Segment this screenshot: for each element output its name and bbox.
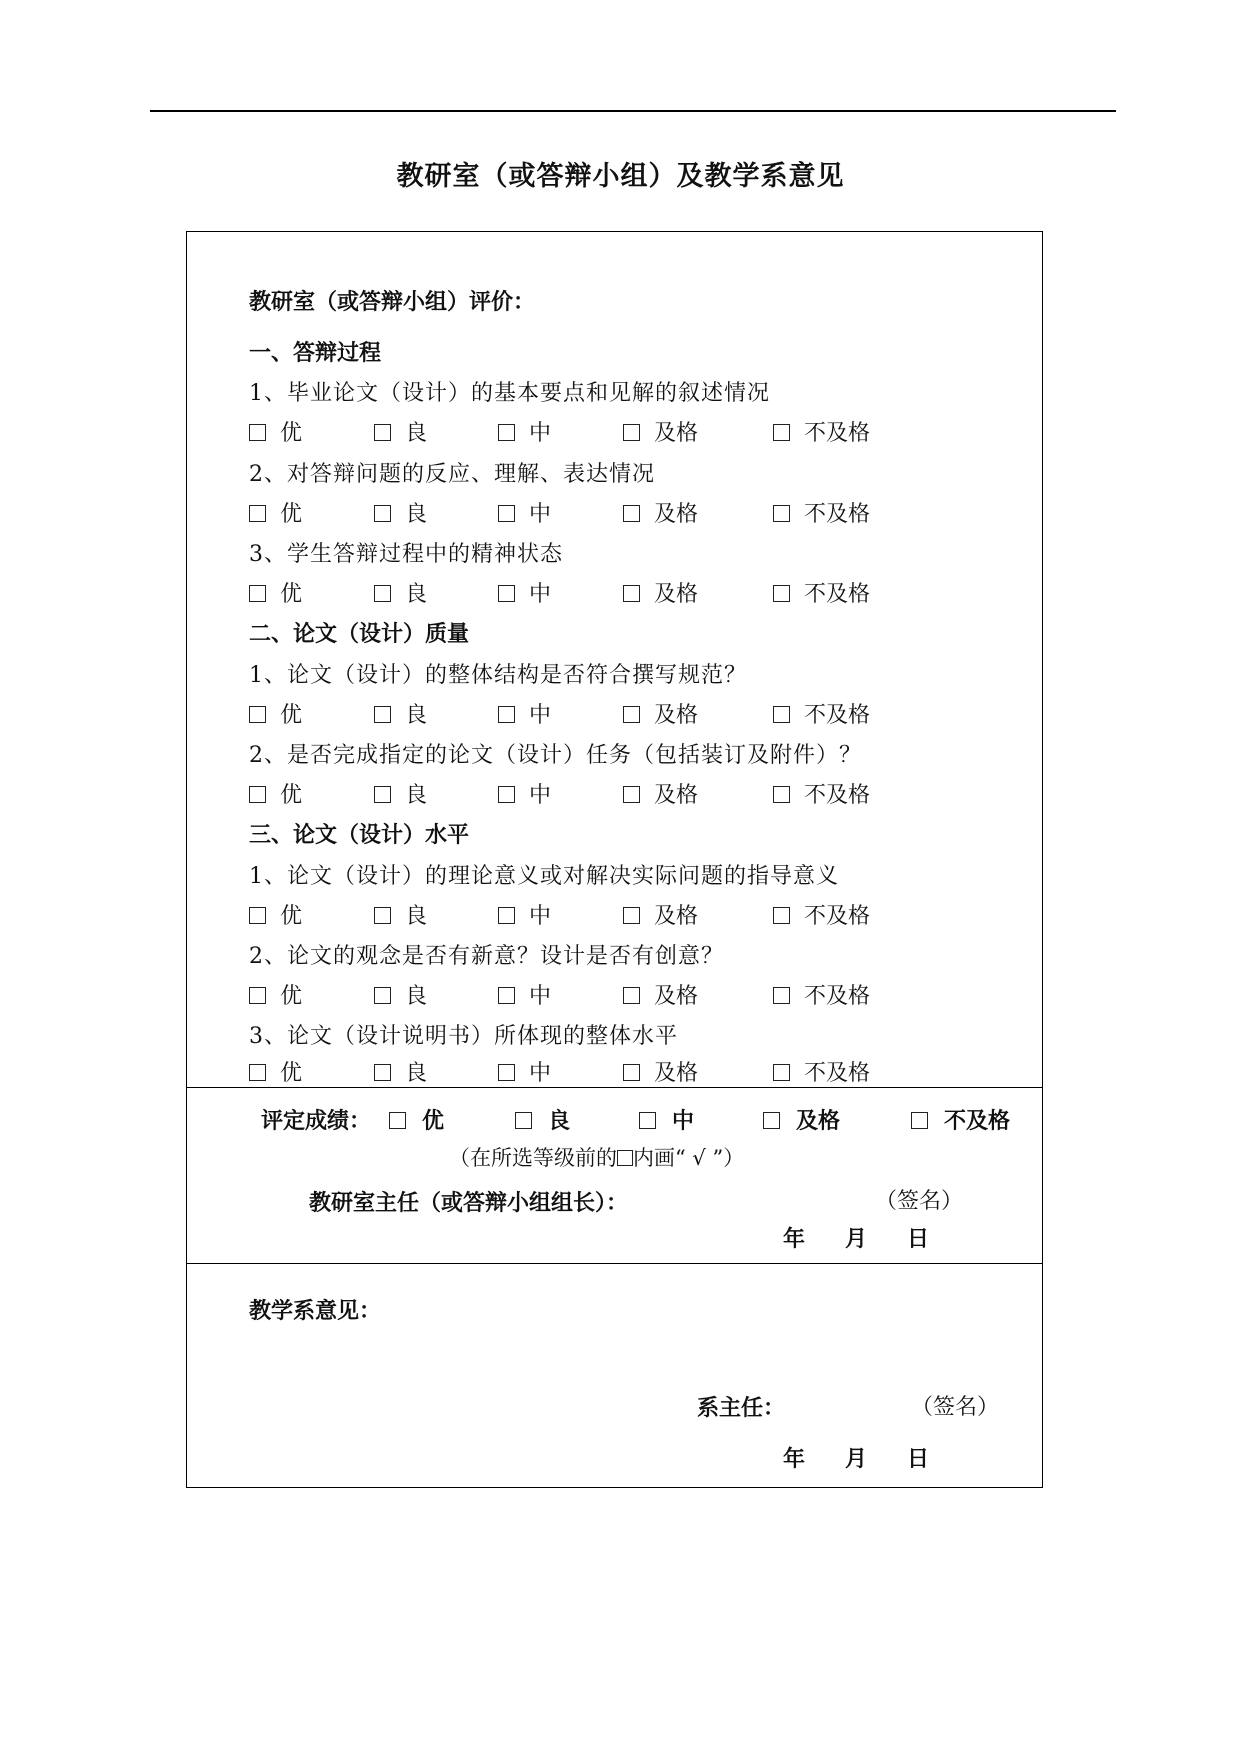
grade-option-label: 不及格 <box>804 783 871 808</box>
grade-option[interactable] <box>374 577 427 608</box>
checkbox[interactable] <box>639 1112 656 1129</box>
grade-option-label: 中 <box>529 1061 552 1086</box>
department-opinion-label: 教学系意见： <box>249 1299 382 1324</box>
part-title-defense-process: 一、答辩过程 <box>249 341 382 366</box>
grade-option[interactable] <box>249 698 302 729</box>
grade-option-label: 良 <box>405 1061 428 1086</box>
overall-grade-option[interactable] <box>515 1104 570 1135</box>
checkbox[interactable] <box>249 706 266 723</box>
grade-option[interactable] <box>773 497 870 528</box>
grade-option-label: 中 <box>529 783 552 808</box>
grade-option[interactable] <box>249 899 302 930</box>
grade-option-label: 及格 <box>654 1061 699 1086</box>
grade-option[interactable] <box>623 577 698 608</box>
checkbox[interactable] <box>498 505 515 522</box>
grade-option[interactable] <box>374 698 427 729</box>
checkbox[interactable] <box>374 987 391 1004</box>
grade-option-label: 不及格 <box>804 984 871 1009</box>
page-title: 教研室（或答辩小组）及教学系意见 <box>396 161 845 192</box>
grade-option[interactable] <box>498 1056 551 1087</box>
checkbox[interactable] <box>249 907 266 924</box>
grade-option-label: 不及格 <box>804 502 871 527</box>
question-text: 3、学生答辩过程中的精神状态 <box>249 542 563 567</box>
grade-option[interactable] <box>498 698 551 729</box>
chair-label: 系主任： <box>697 1396 786 1421</box>
overall-grade-option-label: 不及格 <box>944 1109 1011 1134</box>
overall-grade-option-label: 优 <box>422 1109 445 1134</box>
date-year: 年 <box>783 1227 806 1252</box>
overall-grade-option-label: 良 <box>548 1109 571 1134</box>
checkbox[interactable] <box>623 505 640 522</box>
checkbox[interactable] <box>623 907 640 924</box>
grade-option-label: 良 <box>405 421 428 446</box>
part-title-thesis-quality: 二、论文（设计）质量 <box>249 622 470 647</box>
grade-option-label: 及格 <box>654 582 699 607</box>
checkbox[interactable] <box>374 424 391 441</box>
grade-option-label: 优 <box>280 984 303 1009</box>
checkbox[interactable] <box>249 585 266 602</box>
checkbox[interactable] <box>374 706 391 723</box>
checkbox[interactable] <box>623 1064 640 1081</box>
grade-option[interactable] <box>498 416 551 447</box>
checkbox[interactable] <box>498 706 515 723</box>
signature-hint: （签名） <box>875 1189 964 1214</box>
grade-option-label: 及格 <box>654 703 699 728</box>
checkbox[interactable] <box>623 424 640 441</box>
question-text: 1、毕业论文（设计）的基本要点和见解的叙述情况 <box>249 381 770 406</box>
checkbox[interactable] <box>374 1064 391 1081</box>
signature-hint: （签名） <box>911 1395 1000 1420</box>
grade-option[interactable] <box>498 577 551 608</box>
overall-grade-option[interactable] <box>911 1104 1010 1135</box>
checkbox[interactable] <box>773 424 790 441</box>
checkbox[interactable] <box>515 1112 532 1129</box>
grade-option[interactable] <box>374 497 427 528</box>
question-text: 2、论文的观念是否有新意？设计是否有创意？ <box>249 944 724 969</box>
grade-option-label: 中 <box>529 703 552 728</box>
grade-option-label: 优 <box>280 1061 303 1086</box>
checkbox[interactable] <box>773 706 790 723</box>
grade-option[interactable] <box>374 1056 427 1087</box>
checkbox[interactable] <box>498 907 515 924</box>
checkbox[interactable] <box>773 907 790 924</box>
checkbox[interactable] <box>773 585 790 602</box>
overall-grade-label: 评定成绩： <box>261 1109 372 1134</box>
grade-option[interactable] <box>498 778 551 809</box>
top-rule <box>150 110 1116 112</box>
question-text: 2、是否完成指定的论文（设计）任务（包括装订及附件）？ <box>249 743 862 768</box>
checkbox[interactable] <box>389 1112 406 1129</box>
grade-option-label: 优 <box>280 582 303 607</box>
grade-option[interactable] <box>249 778 302 809</box>
part-title-thesis-level: 三、论文（设计）水平 <box>249 823 470 848</box>
grade-option-label: 中 <box>529 582 552 607</box>
grade-option-label: 及格 <box>654 783 699 808</box>
date-day: 日 <box>907 1447 930 1472</box>
grade-option[interactable] <box>249 416 302 447</box>
department-opinion-section <box>187 1263 1042 1489</box>
grade-option-label: 不及格 <box>804 703 871 728</box>
checkbox[interactable] <box>374 505 391 522</box>
grade-option[interactable] <box>773 899 870 930</box>
checkbox[interactable] <box>249 505 266 522</box>
checkbox-glyph <box>617 1150 633 1166</box>
date-day: 日 <box>907 1227 930 1252</box>
checkbox[interactable] <box>498 585 515 602</box>
checkbox[interactable] <box>249 1064 266 1081</box>
grade-option[interactable] <box>623 698 698 729</box>
checkbox[interactable] <box>498 424 515 441</box>
checkbox[interactable] <box>249 786 266 803</box>
grade-instruction <box>449 1142 744 1172</box>
date-month: 月 <box>845 1227 868 1252</box>
grade-option[interactable] <box>374 416 427 447</box>
grade-option-label: 良 <box>405 904 428 929</box>
grade-option[interactable] <box>249 577 302 608</box>
checkbox[interactable] <box>374 907 391 924</box>
overall-grade-option-label: 中 <box>672 1109 695 1134</box>
checkbox[interactable] <box>773 987 790 1004</box>
grade-option-label: 良 <box>405 582 428 607</box>
grade-option-label: 良 <box>405 502 428 527</box>
grade-option-label: 优 <box>280 783 303 808</box>
checkbox[interactable] <box>249 424 266 441</box>
question-text: 2、对答辩问题的反应、理解、表达情况 <box>249 462 655 487</box>
checkbox[interactable] <box>911 1112 928 1129</box>
grade-option[interactable] <box>773 778 870 809</box>
grade-option-label: 良 <box>405 984 428 1009</box>
grade-option-label: 中 <box>529 421 552 446</box>
evaluation-section <box>187 232 1042 1087</box>
checkbox[interactable] <box>498 786 515 803</box>
grade-option[interactable] <box>249 497 302 528</box>
grade-option[interactable] <box>249 1056 302 1087</box>
overall-grade-option[interactable] <box>639 1104 694 1135</box>
question-text: 1、论文（设计）的整体结构是否符合撰写规范？ <box>249 663 747 688</box>
grade-option[interactable] <box>623 778 698 809</box>
grade-option-label: 良 <box>405 703 428 728</box>
grade-option[interactable] <box>773 577 870 608</box>
grade-option[interactable] <box>773 698 870 729</box>
grade-instruction-after: 内画“ √ ”） <box>633 1146 745 1170</box>
grade-option[interactable] <box>374 979 427 1010</box>
grade-option-label: 良 <box>405 783 428 808</box>
checkbox[interactable] <box>773 505 790 522</box>
checkbox[interactable] <box>374 585 391 602</box>
grade-option[interactable] <box>773 1056 870 1087</box>
grade-option-label: 中 <box>529 984 552 1009</box>
overall-grade-option[interactable] <box>763 1104 840 1135</box>
question-text: 3、论文（设计说明书）所体现的整体水平 <box>249 1024 678 1049</box>
grade-option[interactable] <box>773 416 870 447</box>
grade-option[interactable] <box>249 979 302 1010</box>
question-text: 1、论文（设计）的理论意义或对解决实际问题的指导意义 <box>249 864 839 889</box>
evaluation-heading: 教研室（或答辩小组）评价： <box>249 290 536 315</box>
date-month: 月 <box>845 1447 868 1472</box>
grade-option[interactable] <box>773 979 870 1010</box>
checkbox[interactable] <box>763 1112 780 1129</box>
checkbox[interactable] <box>623 987 640 1004</box>
checkbox[interactable] <box>773 1064 790 1081</box>
grade-option[interactable] <box>498 979 551 1010</box>
grade-option[interactable] <box>498 497 551 528</box>
checkbox[interactable] <box>374 786 391 803</box>
checkbox[interactable] <box>498 1064 515 1081</box>
grade-option[interactable] <box>623 497 698 528</box>
grade-option[interactable] <box>374 899 427 930</box>
grade-option-label: 不及格 <box>804 582 871 607</box>
grade-option-label: 中 <box>529 904 552 929</box>
grade-option-label: 优 <box>280 703 303 728</box>
grade-option-label: 及格 <box>654 904 699 929</box>
grade-option-label: 中 <box>529 502 552 527</box>
grade-option-label: 不及格 <box>804 904 871 929</box>
grade-instruction-before: （在所选等级前的 <box>449 1146 617 1170</box>
checkbox[interactable] <box>623 706 640 723</box>
overall-grade-option[interactable] <box>389 1104 444 1135</box>
checkbox[interactable] <box>623 786 640 803</box>
grade-option[interactable] <box>498 899 551 930</box>
grade-option[interactable] <box>623 416 698 447</box>
overall-grade-section <box>187 1087 1042 1263</box>
grade-option-label: 及格 <box>654 421 699 446</box>
checkbox[interactable] <box>498 987 515 1004</box>
grade-option-label: 优 <box>280 502 303 527</box>
grade-option[interactable] <box>374 778 427 809</box>
checkbox[interactable] <box>773 786 790 803</box>
checkbox[interactable] <box>623 585 640 602</box>
date-year: 年 <box>783 1447 806 1472</box>
grade-option-label: 不及格 <box>804 421 871 446</box>
grade-option[interactable] <box>623 1056 698 1087</box>
grade-option-label: 及格 <box>654 984 699 1009</box>
grade-option[interactable] <box>623 979 698 1010</box>
evaluation-form <box>186 231 1043 1488</box>
grade-option[interactable] <box>623 899 698 930</box>
director-label: 教研室主任（或答辩小组组长）： <box>309 1191 629 1216</box>
checkbox[interactable] <box>249 987 266 1004</box>
grade-option-label: 优 <box>280 421 303 446</box>
grade-option-label: 及格 <box>654 502 699 527</box>
grade-option-label: 优 <box>280 904 303 929</box>
overall-grade-option-label: 及格 <box>796 1109 841 1134</box>
grade-option-label: 不及格 <box>804 1061 871 1086</box>
